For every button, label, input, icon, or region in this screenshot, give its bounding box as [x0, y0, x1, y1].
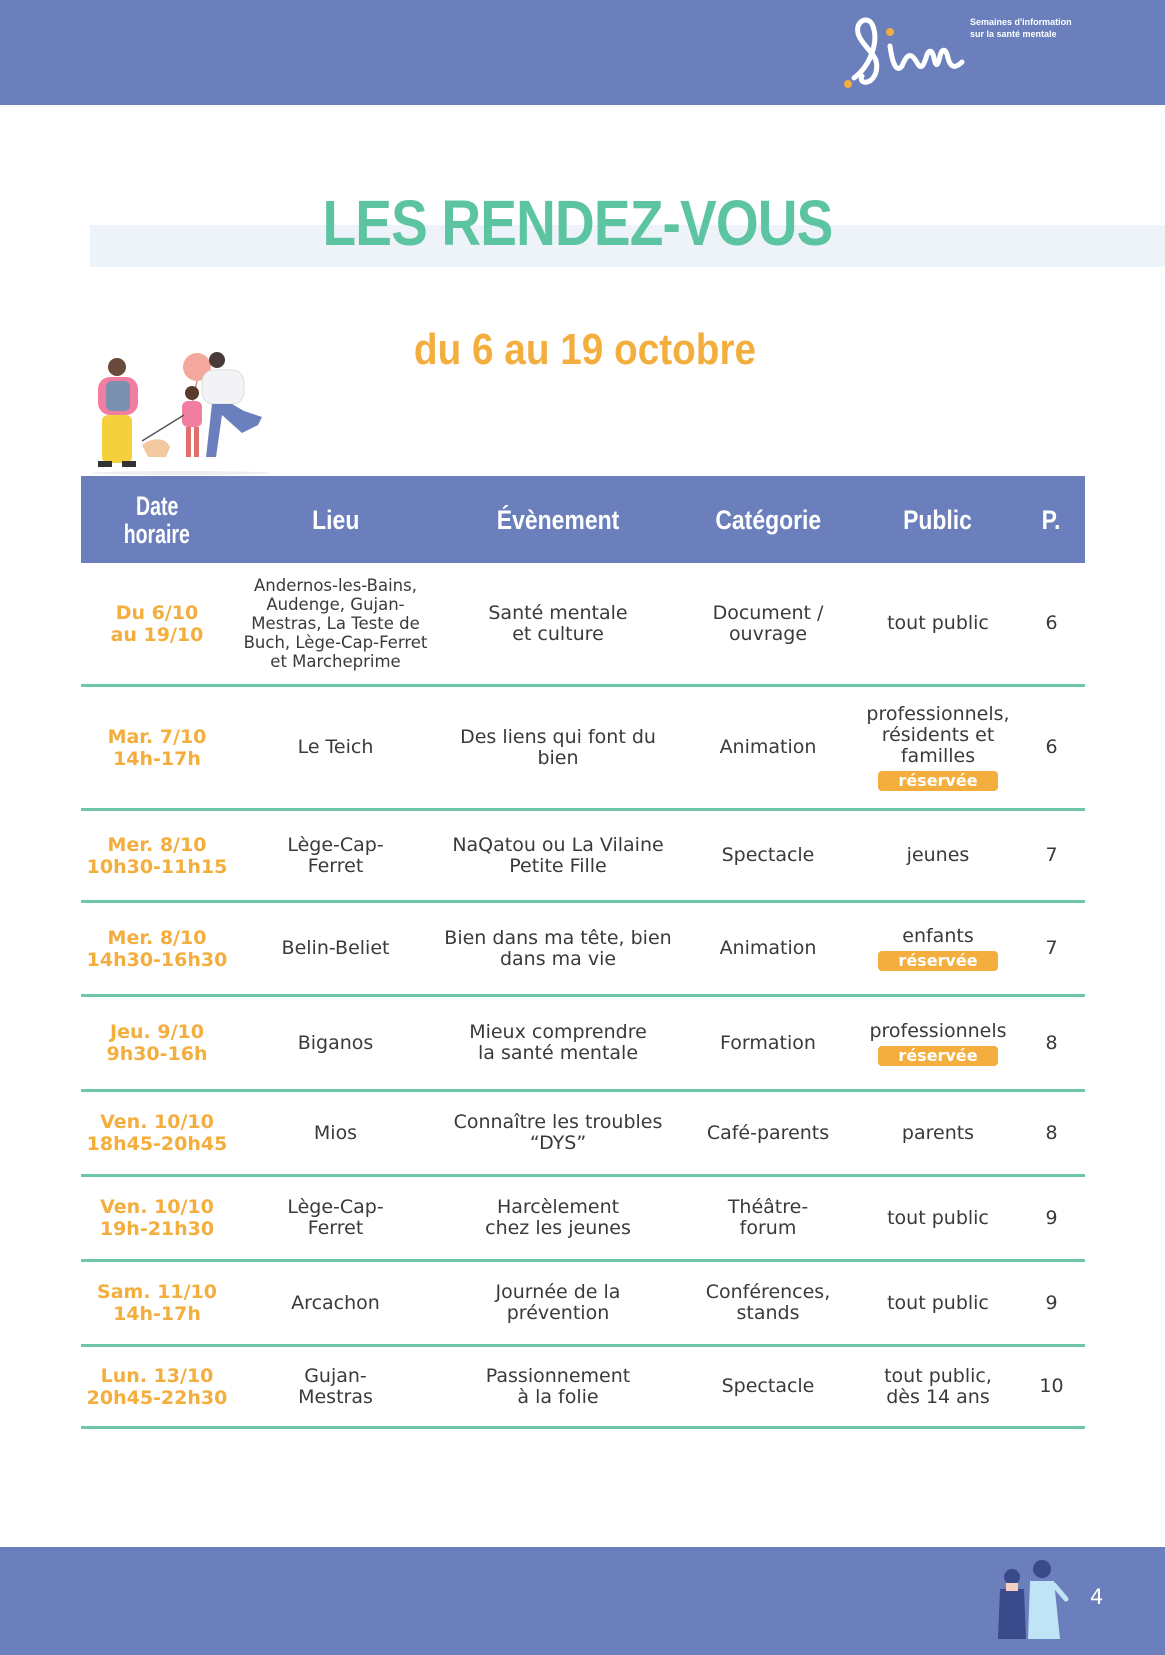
lieu-line: Gujan- — [304, 1364, 367, 1387]
lieu-line: Audenge, Gujan- — [266, 595, 405, 614]
category-line: stands — [736, 1302, 800, 1324]
header-public — [858, 476, 1018, 563]
header-date — [81, 476, 233, 563]
sism-logo-icon — [840, 6, 970, 96]
event-line: Journée de la — [495, 1281, 621, 1303]
category-line: forum — [739, 1217, 797, 1239]
category-cell — [678, 1177, 858, 1259]
event-line: à la folie — [517, 1385, 599, 1408]
header-page — [1018, 476, 1085, 563]
date-cell — [81, 1262, 233, 1344]
event-line: Mieux comprendre — [469, 1021, 647, 1043]
lieu-line: Ferret — [307, 1217, 364, 1239]
category-cell — [678, 1347, 858, 1426]
lieu-line: Mios — [313, 1121, 358, 1144]
event-date: Jeu. 9/10 — [110, 1021, 204, 1043]
table-row — [81, 563, 1085, 687]
public-cell — [858, 1177, 1018, 1259]
page-ref-cell — [1018, 687, 1085, 808]
page-ref: 7 — [1045, 844, 1058, 866]
header-page-label: P. — [1042, 504, 1061, 535]
public-cell — [858, 563, 1018, 684]
table-row — [81, 1262, 1085, 1347]
public-line: dès 14 ans — [886, 1385, 990, 1408]
category-cell — [678, 997, 858, 1089]
page-ref: 9 — [1045, 1291, 1058, 1314]
category-line: Document / — [712, 601, 824, 624]
category-line: Animation — [719, 736, 817, 758]
page-ref-cell — [1018, 1177, 1085, 1259]
table-row — [81, 1177, 1085, 1262]
public-cell — [858, 997, 1018, 1089]
event-time: 19h-21h30 — [99, 1218, 215, 1240]
event-line: Bien dans ma tête, bien — [444, 926, 672, 949]
lieu-line: Lège-Cap- — [287, 1196, 384, 1218]
event-line: bien — [537, 746, 579, 769]
lieu-cell — [233, 1177, 438, 1259]
reserved-badge: réservée — [878, 771, 997, 791]
events-table — [81, 476, 1085, 1429]
event-cell — [438, 1347, 678, 1426]
public-line: enfants — [902, 925, 974, 947]
event-date: Lun. 13/10 — [100, 1364, 214, 1387]
public-line: tout public, — [884, 1364, 992, 1387]
event-cell — [438, 997, 678, 1089]
public-line: professionnels — [869, 1019, 1007, 1042]
event-time: 9h30-16h — [106, 1043, 208, 1065]
event-line: et culture — [512, 622, 604, 645]
event-line: “DYS” — [529, 1132, 587, 1154]
event-cell — [438, 1092, 678, 1174]
lieu-cell — [233, 811, 438, 900]
header-lieu — [233, 476, 438, 563]
event-line: Passionnement — [485, 1364, 631, 1387]
public-line: résidents et — [881, 724, 995, 746]
category-cell — [678, 811, 858, 900]
event-line: dans ma vie — [499, 947, 617, 970]
page-number: 4 — [1090, 1585, 1104, 1609]
event-cell — [438, 1262, 678, 1344]
event-time: 14h-17h — [113, 747, 201, 770]
lieu-cell — [233, 563, 438, 684]
page-ref-cell — [1018, 1347, 1085, 1426]
lieu-line: Andernos-les-Bains, — [254, 576, 417, 595]
event-date: Mer. 8/10 — [107, 833, 207, 856]
event-line: Petite Fille — [509, 854, 607, 877]
event-line: prévention — [506, 1302, 610, 1324]
event-time: 14h30-16h30 — [86, 948, 228, 971]
event-date: Sam. 11/10 — [97, 1281, 217, 1303]
table-row — [81, 811, 1085, 903]
lieu-line: Biganos — [297, 1031, 374, 1054]
table-row — [81, 687, 1085, 811]
public-cell — [858, 687, 1018, 808]
public-cell — [858, 1092, 1018, 1174]
category-line: Spectacle — [721, 1375, 815, 1397]
event-date: Mar. 7/10 — [107, 725, 207, 748]
public-line: jeunes — [906, 844, 970, 866]
table-header — [81, 476, 1085, 563]
page-ref-cell — [1018, 997, 1085, 1089]
header-event — [438, 476, 678, 563]
category-cell — [678, 903, 858, 994]
category-line: Animation — [719, 937, 817, 959]
public-cell — [858, 1262, 1018, 1344]
event-cell — [438, 563, 678, 684]
date-cell — [81, 1177, 233, 1259]
category-line: Formation — [720, 1031, 816, 1054]
lieu-line: et Marcheprime — [270, 652, 401, 671]
event-time: au 19/10 — [110, 623, 204, 646]
page-ref: 7 — [1045, 937, 1058, 959]
header-category-label: Catégorie — [715, 504, 821, 535]
lieu-line: Belin-Beliet — [281, 937, 390, 959]
event-cell — [438, 811, 678, 900]
table-row — [81, 1092, 1085, 1177]
page-ref: 8 — [1045, 1121, 1058, 1144]
header-lieu-label: Lieu — [311, 504, 360, 535]
lieu-cell — [233, 903, 438, 994]
header-date-line-1: Date — [135, 490, 179, 521]
public-line: tout public — [887, 1291, 989, 1314]
page-ref-cell — [1018, 903, 1085, 994]
lieu-line: Lège-Cap- — [287, 833, 384, 856]
table-body — [81, 563, 1085, 1429]
event-date: Mer. 8/10 — [107, 926, 207, 949]
category-line: Spectacle — [721, 844, 815, 866]
lieu-cell — [233, 997, 438, 1089]
event-time: 20h45-22h30 — [86, 1386, 228, 1409]
date-cell — [81, 1092, 233, 1174]
logo-tagline — [970, 16, 1072, 40]
category-line: Théâtre- — [727, 1196, 809, 1218]
date-cell — [81, 563, 233, 684]
lieu-cell — [233, 1262, 438, 1344]
category-line: Café-parents — [706, 1121, 830, 1144]
table-row — [81, 903, 1085, 997]
page-ref: 6 — [1045, 736, 1058, 758]
event-cell — [438, 903, 678, 994]
event-time: 14h-17h — [113, 1303, 201, 1325]
public-cell — [858, 811, 1018, 900]
public-line: tout public — [887, 612, 989, 634]
header-public-label: Public — [903, 504, 973, 535]
header-category — [678, 476, 858, 563]
lieu-line: Arcachon — [291, 1291, 380, 1314]
lieu-cell — [233, 687, 438, 808]
page-ref: 6 — [1045, 612, 1058, 634]
event-date: Ven. 10/10 — [100, 1196, 214, 1218]
sism-logo — [840, 6, 1090, 96]
category-cell — [678, 687, 858, 808]
table-row — [81, 1347, 1085, 1429]
event-line: Des liens qui font du — [460, 725, 656, 748]
page-ref-cell — [1018, 811, 1085, 900]
lieu-line: Ferret — [307, 854, 364, 877]
category-cell — [678, 1092, 858, 1174]
page-ref-cell — [1018, 1262, 1085, 1344]
category-cell — [678, 1262, 858, 1344]
event-cell — [438, 687, 678, 808]
page-subtitle: du 6 au 19 octobre — [413, 325, 757, 374]
header-date-line-2: horaire — [123, 518, 191, 549]
public-line: tout public — [887, 1206, 989, 1229]
reserved-badge: réservée — [878, 951, 997, 971]
date-cell — [81, 687, 233, 808]
event-date: Du 6/10 — [115, 601, 199, 624]
lieu-line: Mestras, La Teste de — [251, 614, 420, 633]
page-ref: 10 — [1039, 1375, 1064, 1397]
lieu-cell — [233, 1347, 438, 1426]
event-line: la santé mentale — [477, 1042, 639, 1064]
two-people-illustration-icon — [990, 1555, 1070, 1645]
page-ref: 8 — [1045, 1031, 1058, 1054]
category-line: Conférences, — [705, 1281, 831, 1303]
date-cell — [81, 997, 233, 1089]
page-ref-cell — [1018, 563, 1085, 684]
category-cell — [678, 563, 858, 684]
event-time: 10h30-11h15 — [86, 855, 228, 878]
page-ref-cell — [1018, 1092, 1085, 1174]
date-cell — [81, 811, 233, 900]
page-title: LES RENDEZ-VOUS — [322, 187, 833, 259]
date-cell — [81, 1347, 233, 1426]
event-line: chez les jeunes — [485, 1217, 631, 1239]
event-date: Ven. 10/10 — [100, 1111, 214, 1133]
event-line: Santé mentale — [488, 601, 628, 624]
header-event-label: Évènement — [496, 504, 620, 535]
logo-tagline-line-2: sur la santé mentale — [970, 29, 1057, 39]
event-line: Harcèlement — [496, 1196, 620, 1218]
event-line: NaQatou ou La Vilaine — [452, 833, 664, 856]
reserved-badge: réservée — [878, 1046, 997, 1066]
public-line: parents — [901, 1121, 975, 1144]
public-cell — [858, 1347, 1018, 1426]
event-cell — [438, 1177, 678, 1259]
public-cell — [858, 903, 1018, 994]
date-cell — [81, 903, 233, 994]
event-time: 18h45-20h45 — [86, 1133, 228, 1155]
lieu-line: Buch, Lège-Cap-Ferret — [243, 633, 428, 652]
table-row — [81, 997, 1085, 1092]
lieu-line: Mestras — [298, 1385, 373, 1408]
lieu-cell — [233, 1092, 438, 1174]
logo-tagline-line-1: Semaines d'information — [970, 17, 1072, 27]
header-band — [0, 0, 1165, 105]
family-walking-dog-illustration-icon — [82, 345, 282, 475]
public-line: professionnels, — [866, 703, 1010, 725]
public-line: familles — [900, 745, 976, 767]
lieu-line: Le Teich — [297, 736, 374, 758]
page-ref: 9 — [1045, 1206, 1058, 1229]
category-line: ouvrage — [728, 622, 808, 645]
event-line: Connaître les troubles — [453, 1111, 663, 1133]
